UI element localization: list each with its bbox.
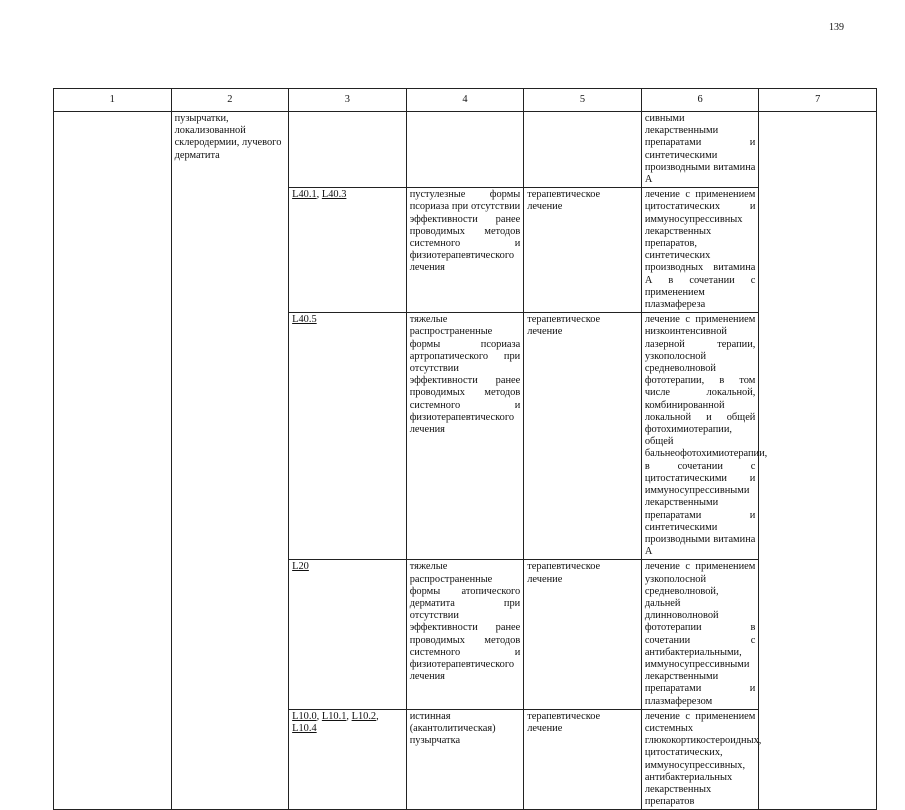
treatment-method-cell: лечение с применением узкополосной средневолновой, дальней длинноволновой фототерапии в сочетании с антибактериальными, иммуносупрессивными лекарственными препаратами и плазмаферезом bbox=[641, 560, 759, 709]
column-header-7: 7 bbox=[759, 89, 877, 112]
diagnosis-code: L40.5 bbox=[292, 314, 317, 326]
disease-cell: пузырчатки, локализованной склеродермии, лучевого дерматита bbox=[171, 112, 289, 810]
treatment-type-cell: терапевтическое лечение bbox=[524, 709, 642, 810]
diagnosis-code: L20 bbox=[292, 561, 309, 573]
treatment-method-cell: лечение с применением низкоинтенсивной лазерной терапии, узкополосной средневолновой фототерапии, в том числе локальной, комбинированной локальной и общей фотохимиотерапии, общей бальнеофотохимиотерапии, в сочетании с цитостатическими и иммуносупрессивными лекарственными препаратами и синтетическими производными витамина А bbox=[641, 313, 759, 560]
codes-cell: L40.1, L40.3 bbox=[289, 188, 407, 313]
patient-model-cell: пустулезные формы псориаза при отсутствии эффективности ранее проводимых методов системного и физиотерапевтического лечения bbox=[406, 188, 524, 313]
patient-model-cell: истинная (акантолитическая) пузырчатка bbox=[406, 709, 524, 810]
patient-model-cell bbox=[406, 112, 524, 188]
column-header-3: 3 bbox=[289, 89, 407, 112]
diagnosis-code: L10.1 bbox=[321, 710, 347, 722]
treatment-method-cell: сивными лекарственными препаратами и синтетическими производными витамина А bbox=[641, 112, 759, 188]
treatment-type-cell: терапевтическое лечение bbox=[524, 560, 642, 709]
medical-care-table bbox=[53, 88, 877, 810]
page-number: 139 bbox=[829, 22, 844, 33]
column-7-cell bbox=[759, 112, 877, 810]
treatment-type-cell bbox=[524, 112, 642, 188]
column-header-2: 2 bbox=[171, 89, 289, 112]
codes-cell: L10.0, L10.1, L10.2, L10.4 bbox=[289, 709, 407, 810]
codes-cell bbox=[289, 112, 407, 188]
diagnosis-code: L10.0 bbox=[292, 710, 317, 722]
column-header-1: 1 bbox=[54, 89, 172, 112]
patient-model-cell: тяжелые распространенные формы псориаза артропатического при отсутствии эффективности ранее проводимых методов системного и физиотерапевтического лечения bbox=[406, 313, 524, 560]
diagnosis-code: L40.1 bbox=[292, 189, 317, 201]
column-header-6: 6 bbox=[641, 89, 759, 112]
treatment-type-cell: терапевтическое лечение bbox=[524, 313, 642, 560]
column-header-4: 4 bbox=[406, 89, 524, 112]
treatment-type-cell: терапевтическое лечение bbox=[524, 188, 642, 313]
table-row bbox=[54, 112, 877, 188]
column-header-5: 5 bbox=[524, 89, 642, 112]
treatment-method-cell: лечение с применением цитостатических и иммуносупрессивных лекарственных препаратов, синтетических производных витамина А в сочетании с применением плазмафереза bbox=[641, 188, 759, 313]
codes-cell bbox=[289, 560, 407, 709]
diagnosis-code: L10.2 bbox=[351, 710, 377, 722]
diagnosis-code: L10.4 bbox=[292, 722, 317, 734]
table-header-row bbox=[54, 89, 877, 112]
row-number-cell bbox=[54, 112, 172, 810]
diagnosis-code: L40.3 bbox=[321, 189, 347, 201]
treatment-method-cell: лечение с применением системных глюкокортикостероидных, цитостатических, иммуносупрессивных, антибактериальных лекарственных препаратов bbox=[641, 709, 759, 810]
patient-model-cell: тяжелые распространенные формы атопического дерматита при отсутствии эффективности ранее проводимых методов системного и физиотерапевтического лечения bbox=[406, 560, 524, 709]
codes-cell bbox=[289, 313, 407, 560]
